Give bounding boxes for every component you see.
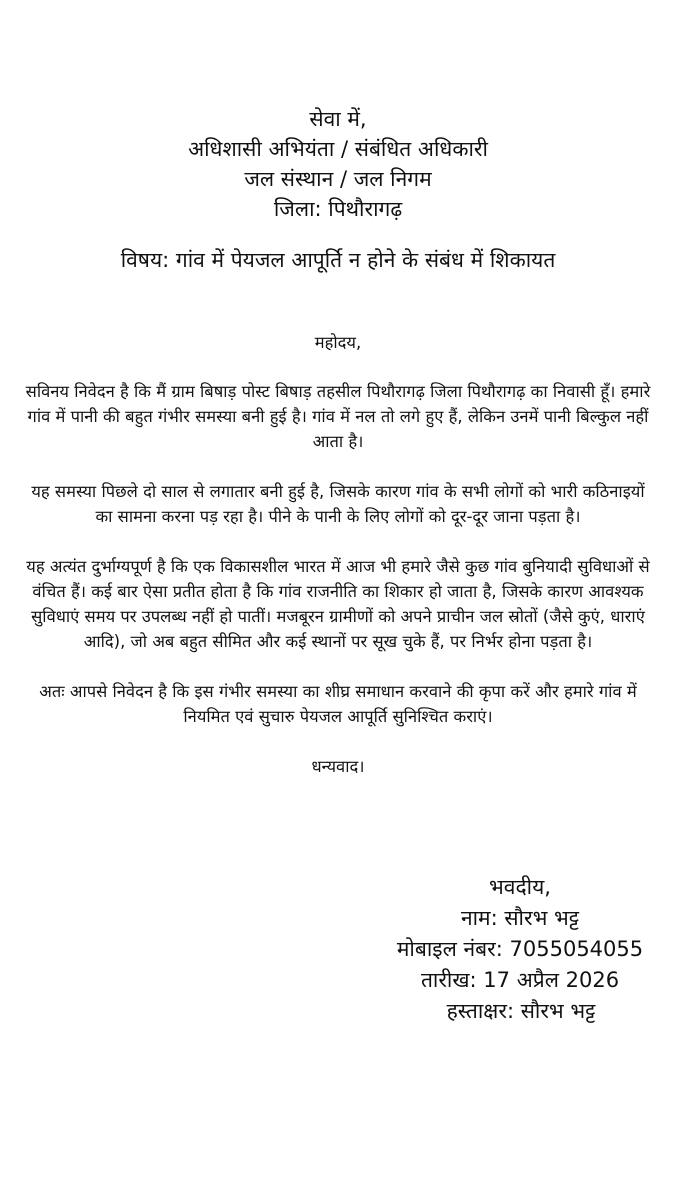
paragraph-request: अतः आपसे निवेदन है कि इस गंभीर समस्या का शीघ्र समाधान करवाने की कृपा करें और हमारे गांव में नियमित एवं सुचारु पेयजल आपूर्ति सुनिश्चित कराएं। [39,682,637,726]
address-line-district: जिला: पिथौरागढ़ [273,197,403,221]
sender-name: नाम: सौरभ भट्ट [460,906,580,930]
letter-date: तारीख: 17 अप्रैल 2026 [420,968,620,992]
closing-line: भवदीय, [489,875,551,899]
paragraph-problem-duration: यह समस्या पिछले दो साल से लगातार बनी हुई है, जिसके कारण गांव के सभी लोगों को भारी कठिनाइयों का सामना करना पड़ रहा है। पीने के पानी के लिए लोगों को दूर-दूर जाना पड़ता है। [31,482,645,526]
letter-subject: विषय: गांव में पेयजल आपूर्ति न होने के संबंध में शिकायत [120,248,556,272]
sender-mobile: मोबाइल नंबर: 7055054055 [396,937,644,961]
address-line-salutation: सेवा में, [309,107,367,131]
recipient-address [0,104,676,224]
paragraph-introduction: सविनय निवेदन है कि मैं ग्राम बिषाड़ पोस्ट बिषाड़ तहसील पिथौरागढ़ जिला पिथौरागढ़ का निवासी हूँ। हमारे गांव में पानी की बहुत गंभीर समस्या बनी हुई है। गांव में नल तो लगे हुए हैं, लेकिन उनमें पानी बिल्कुल नहीं आता है। [25,382,651,451]
letter-body [22,330,654,779]
paragraph-context: यह अत्यंत दुर्भाग्यपूर्ण है कि एक विकासशील भारत में आज भी हमारे जैसे कुछ गांव बुनियादी सुविधाओं से वंचित हैं। कई बार ऐसा प्रतीत होता है कि गांव राजनीति का शिकार हो जाता है, जिसके कारण आवश्यक सुविधाएं समय पर उपलब्ध नहीं हो पातीं। मजबूरन ग्रामीणों को अपने प्राचीन जल स्रोतों (जैसे कुएं, धाराएं आदि), जो अब बहुत सीमित और कई स्थानों पर सूख चुके हैं, पर निर्भर होना पड़ता है। [26,557,650,651]
signature-block [380,872,660,1027]
thanks-line: धन्यवाद। [311,757,365,776]
greeting: महोदय, [314,333,362,352]
address-line-department: जल संस्थान / जल निगम [244,167,432,191]
address-line-officer: अधिशासी अभियंता / संबंधित अधिकारी [188,137,488,161]
sender-signature: हस्ताक्षर: सौरभ भट्ट [446,999,596,1023]
